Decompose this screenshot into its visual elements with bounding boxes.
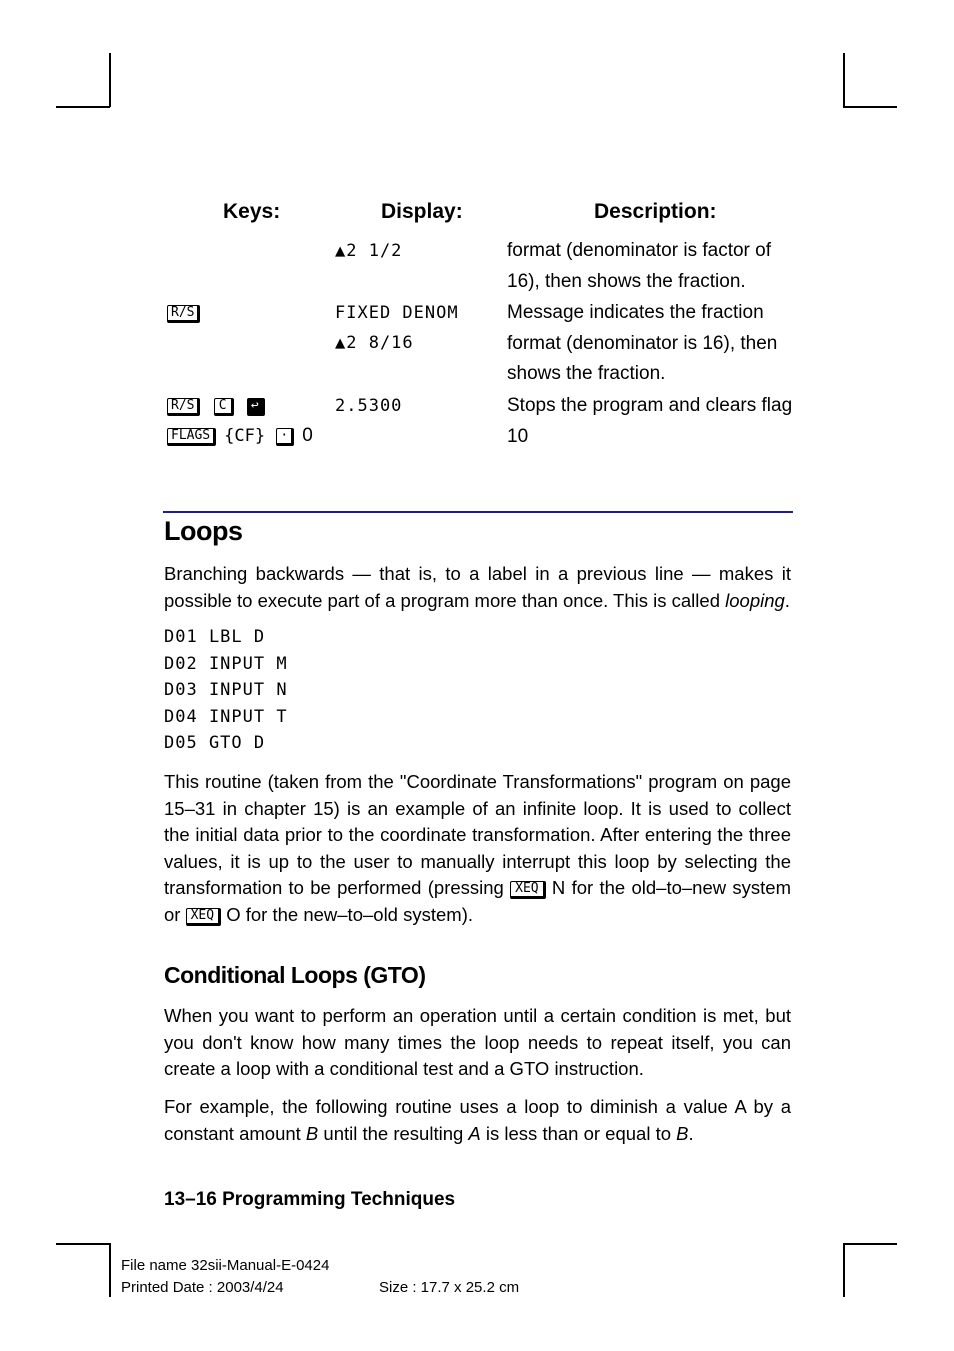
cond-p2-a: For example, the following routine uses a loop to diminish a value A by a constant amount [164,1096,791,1144]
rs-key: R/S [167,398,200,416]
digit-zero: 0 [302,425,313,446]
c-key: C [214,398,234,416]
page-footer: 13–16 Programming Techniques [164,1189,456,1210]
xeq-key: XEQ [186,908,221,926]
crop-mark-tl-h [56,106,110,108]
crop-mark-bl-h [56,1243,110,1245]
row1-display: ▲2 1/2 [335,241,403,261]
loops-paragraph-2 [164,769,791,928]
row2-description [507,298,797,390]
cond-p2-f: B [676,1122,689,1144]
crop-mark-tr-v [843,53,845,107]
cond-p2-g: . [688,1122,694,1144]
conditional-paragraph-1: When you want to perform an operation until a certain condition is met, but you don't know how many times the loop needs to repeat itself, you can create a loop with a conditional test and a GTO instruction. [164,1005,791,1079]
loops-p2-mid: N for the old–to–new system or [164,877,791,925]
cond-p2-c: until the resulting [318,1122,469,1144]
program-listing [164,624,288,757]
code-line: D02 INPUT M [164,653,288,674]
size-line: Size : 17.7 x 25.2 cm [379,1279,520,1296]
section-rule [163,511,793,513]
display-header: Display: [381,200,463,223]
row2-desc-line3: shows the fraction. [507,363,666,384]
row3-keys [167,391,313,451]
decimal-point-key: · [276,428,294,446]
code-line: D04 INPUT T [164,706,288,727]
row2-display [335,298,459,358]
file-name-line: File name 32sii-Manual-E-0424 [121,1257,330,1274]
description-header: Description: [594,200,717,223]
crop-mark-br-v [843,1243,845,1297]
crop-mark-tl-v [109,53,111,107]
conditional-paragraph-2 [164,1094,791,1147]
loops-p2-end: O for the new–to–old system). [221,903,473,925]
cond-p2-d: A [468,1122,481,1144]
loops-intro [164,561,791,614]
cond-p2-b: B [305,1122,319,1144]
row3-desc-line1: Stops the program and clears flag [507,395,793,416]
row1-description [507,236,797,297]
row3-desc-line2: 10 [507,425,529,447]
loops-intro-text: Branching backwards — that is, to a label in a previous line — makes it possible to execute part of a program more than once. This is called [164,563,791,611]
row2-desc-line2: format (denominator is 16), then [507,332,778,354]
flags-key: FLAGS [167,428,216,446]
row2-keys [167,298,208,328]
crop-mark-bl-v [109,1243,111,1297]
row1-desc-line1: format (denominator is factor of [507,240,771,261]
loops-heading: Loops [164,516,243,546]
conditional-loops-heading: Conditional Loops (GTO) [164,962,426,988]
xeq-key: XEQ [510,881,545,899]
keys-header: Keys: [223,200,281,223]
right-shift-key: ↩ [247,398,265,416]
loops-p2-text: This routine (taken from the "Coordinate Transformations" program on page 15–31 in chapter 15) is an example of an infinite loop. It is used to collect the initial data prior to the coordinate transformation. After entering the three values, it is up to the user to manually interrupt this loop by selecting the transformation to be performed (pressing [164,771,791,898]
cond-p2-e: is less than or equal to [480,1122,677,1144]
row3-display: 2.5300 [335,396,403,416]
row2-display-line1: FIXED DENOM [335,303,459,323]
row3-keys-line2 [167,421,313,451]
row3-keys-line1 [167,391,313,421]
row3-description [507,391,797,452]
crop-mark-tr-h [843,106,897,108]
looping-term: looping [725,589,785,611]
crop-mark-br-h [843,1243,897,1245]
row2-display-line2: ▲2 8/16 [335,333,414,353]
printed-date-line: Printed Date : 2003/4/24 [121,1279,284,1296]
rs-key: R/S [167,305,200,323]
code-line: D01 LBL D [164,627,266,647]
code-line: D05 GTO D [164,733,266,753]
code-line: D03 INPUT N [164,680,288,700]
row2-desc-line1: Message indicates the fraction [507,302,764,323]
row1-desc-line2: 16), then shows the fraction. [507,270,746,292]
loops-intro-end: . [784,589,790,611]
cf-menu: {CF} [224,426,266,446]
